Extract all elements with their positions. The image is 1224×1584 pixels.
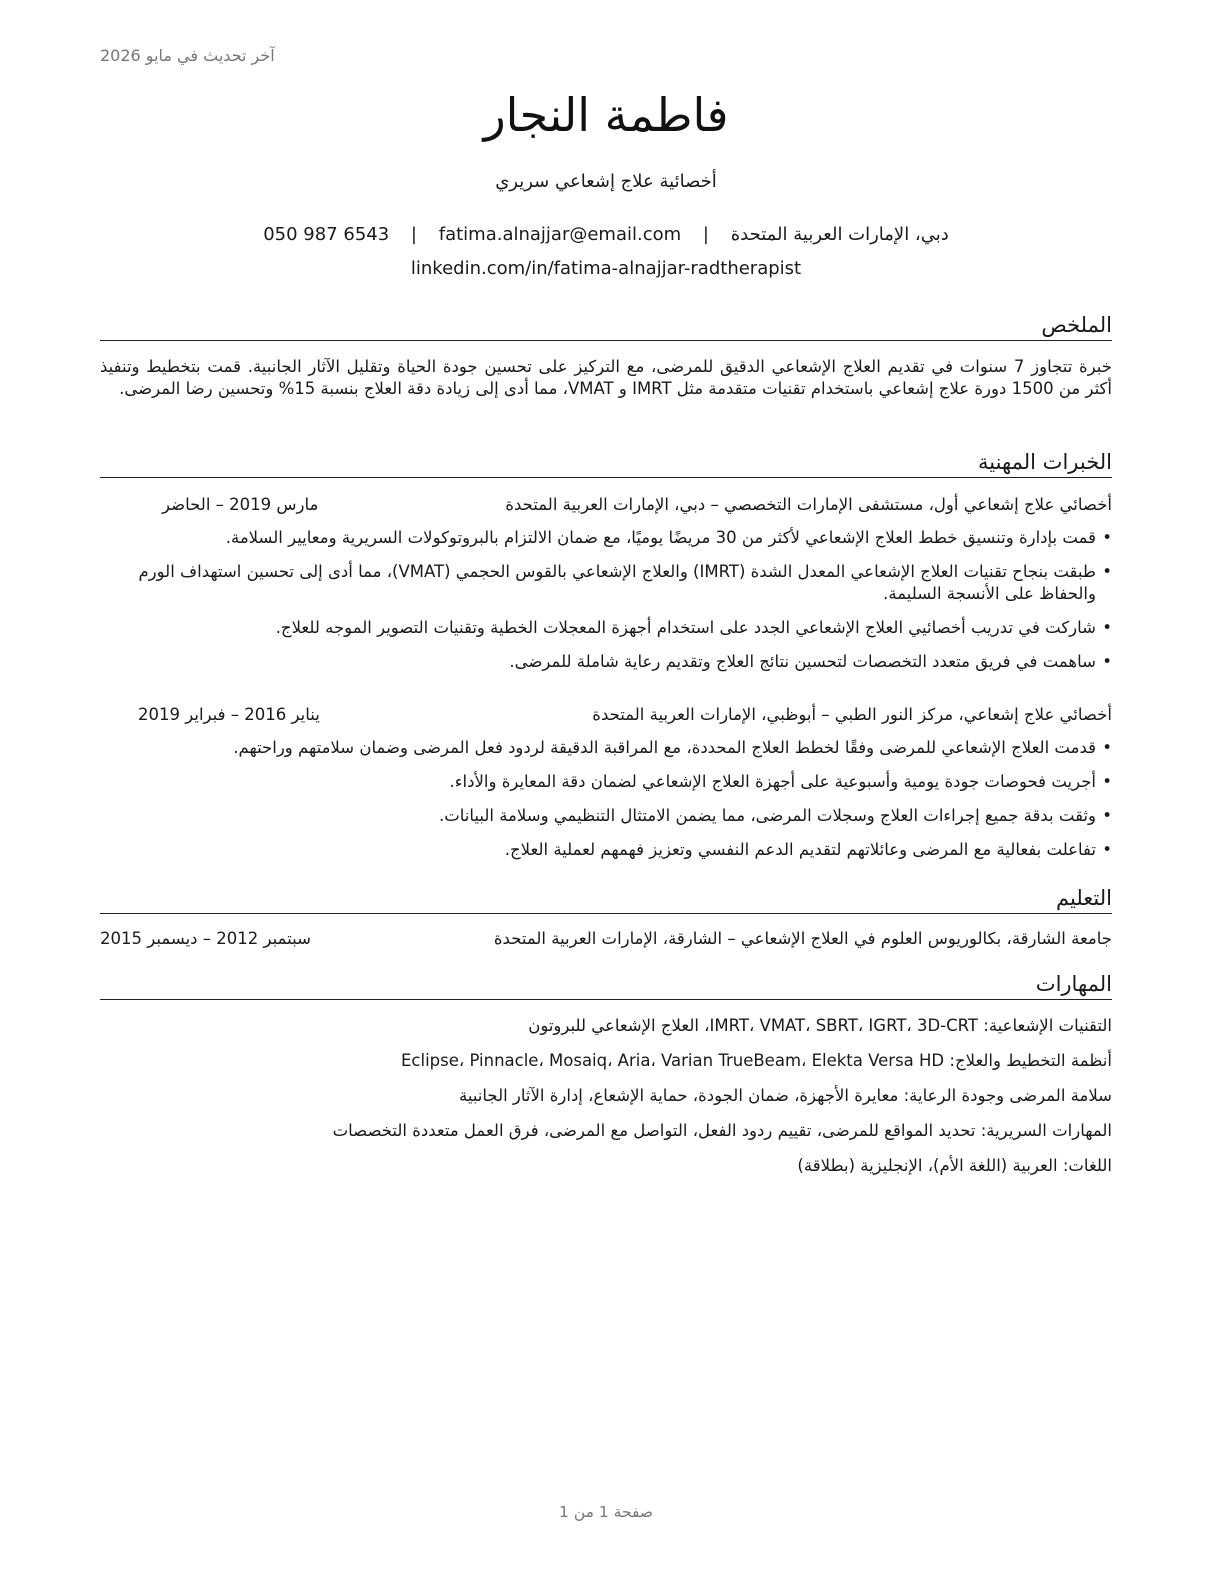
contact-separator: | — [702, 224, 709, 245]
job-bullets — [100, 737, 1112, 873]
job-bullet: • قمت بإدارة وتنسيق خطط العلاج الإشعاعي لأكثر من 30 مريضًا يوميًا، مع ضمان الالتزام بالبروتوكولات السريرية ومعايير السلامة. — [100, 527, 1112, 549]
contact-line — [100, 224, 1112, 245]
section-heading-education: التعليم — [100, 885, 1112, 914]
last-updated-note: آخر تحديث في مايو 2026 — [100, 46, 275, 65]
skill-line: اللغات: العربية (اللغة الأم)، الإنجليزية (بطلاقة) — [797, 1156, 1112, 1175]
resume-page — [100, 0, 1112, 1584]
contact-email[interactable]: fatima.alnajjar@email.com — [438, 224, 682, 245]
skill-line: أنظمة التخطيط والعلاج: Eclipse، Pinnacle، Mosaiq، Aria، Varian TrueBeam، Elekta Versa HD — [400, 1051, 1112, 1070]
contact-phone[interactable]: 050 987 6543 — [263, 224, 390, 245]
summary-text: خبرة تتجاوز 7 سنوات في تقديم العلاج الإشعاعي الدقيق للمرضى، مع التركيز على تحسين جودة الحياة وتقليل الآثار الجانبية. قمت بتخطيط وتنفيذ أكثر من 1500 دورة علاج إشعاعي باستخدام تقنيات متقدمة مثل IMRT و VMAT، مما أدى إلى زيادة دقة العلاج بنسبة 15% وتحسين رضا المرضى. — [100, 357, 1112, 398]
candidate-name: فاطمة النجار — [483, 88, 729, 142]
skill-line: المهارات السريرية: تحديد المواقع للمرضى، تقييم ردود الفعل، التواصل مع المرضى، فرق العمل متعددة التخصصات — [332, 1121, 1112, 1140]
education-entry — [100, 929, 1112, 953]
education-dates: سبتمبر 2012 – ديسمبر 2015 — [100, 929, 311, 948]
job-role: أخصائي علاج إشعاعي أول، مستشفى الإمارات التخصصي – دبي، الإمارات العربية المتحدة — [505, 495, 1112, 514]
job-bullet: • ساهمت في فريق متعدد التخصصات لتحسين نتائج العلاج وتقديم رعاية شاملة للمرضى. — [100, 651, 1112, 673]
job-dates: يناير 2016 – فبراير 2019 — [138, 705, 320, 724]
section-heading-skills: المهارات — [100, 971, 1112, 1000]
job-bullets — [100, 527, 1112, 685]
job-bullet: • وثقت بدقة جميع إجراءات العلاج وسجلات المرضى، مما يضمن الامتثال التنظيمي وسلامة البيانات. — [100, 805, 1112, 827]
skills-list — [100, 1015, 1112, 1190]
skill-line: التقنيات الإشعاعية: IMRT، VMAT، SBRT، IGRT، 3D-CRT، العلاج الإشعاعي للبروتون — [528, 1016, 1112, 1035]
job-dates: مارس 2019 – الحاضر — [162, 495, 319, 514]
contact-location: دبي، الإمارات العربية المتحدة — [730, 224, 949, 245]
job-bullet: • طبقت بنجاح تقنيات العلاج الإشعاعي المعدل الشدة (IMRT) والعلاج الإشعاعي بالقوس الحجمي (VMAT)، مما أدى إلى تحسين استهداف الورم والحفاظ على الأنسجة السليمة. — [100, 561, 1112, 605]
section-heading-summary: الملخص — [100, 312, 1112, 341]
section-heading-experience: الخبرات المهنية — [100, 449, 1112, 478]
contact-separator: | — [410, 224, 417, 245]
job-bullet: • شاركت في تدريب أخصائيي العلاج الإشعاعي الجدد على استخدام أجهزة المعجلات الخطية وتقنيات التصوير الموجه للعلاج. — [100, 617, 1112, 639]
job-bullet: • قدمت العلاج الإشعاعي للمرضى وفقًا لخطط العلاج المحددة، مع المراقبة الدقيقة لردود فعل المرضى وضمان سلامتهم وراحتهم. — [100, 737, 1112, 759]
candidate-title: أخصائية علاج إشعاعي سريري — [495, 171, 717, 192]
education-degree: جامعة الشارقة، بكالوريوس العلوم في العلاج الإشعاعي – الشارقة، الإمارات العربية المتحدة — [493, 929, 1112, 948]
contact-linkedin[interactable]: linkedin.com/in/fatima-alnajjar-radtherapist — [410, 258, 802, 279]
job-header — [100, 495, 1112, 519]
job-header — [100, 705, 1112, 729]
job-bullet: • أجريت فحوصات جودة يومية وأسبوعية على أجهزة العلاج الإشعاعي لضمان دقة المعايرة والأداء. — [100, 771, 1112, 793]
skill-line: سلامة المرضى وجودة الرعاية: معايرة الأجهزة، ضمان الجودة، حماية الإشعاع، إدارة الآثار الجانبية — [459, 1086, 1112, 1105]
job-bullet: • تفاعلت بفعالية مع المرضى وعائلاتهم لتقديم الدعم النفسي وتعزيز فهمهم لعملية العلاج. — [100, 839, 1112, 861]
job-role: أخصائي علاج إشعاعي، مركز النور الطبي – أبوظبي، الإمارات العربية المتحدة — [592, 705, 1112, 724]
page-number: صفحة 1 من 1 — [559, 1503, 653, 1521]
